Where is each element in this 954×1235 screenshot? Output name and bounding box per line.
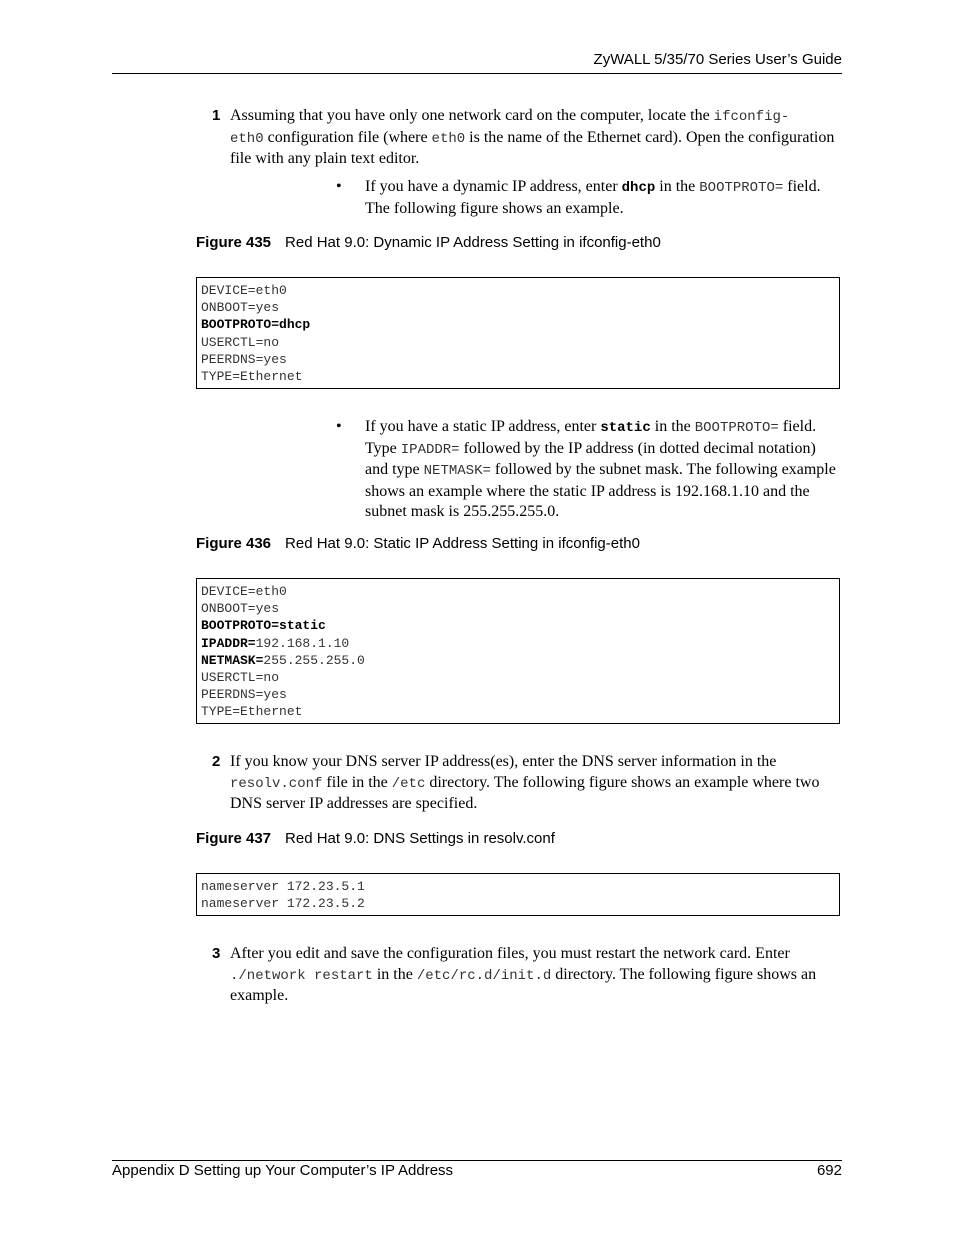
code-line: BOOTPROTO=static xyxy=(201,618,326,634)
bullet-dot: • xyxy=(336,418,342,435)
step-number: 2 xyxy=(212,753,221,770)
code-line: DEVICE=eth0 xyxy=(201,584,287,599)
code-line: DEVICE=eth0 xyxy=(201,283,287,298)
step-text: If you know your DNS server IP address(es), enter the DNS server information in the resolv.conf file in the /etc directory. The following figure shows an example where two DNS server IP addresses are specified. xyxy=(230,753,820,812)
figure-436-code xyxy=(196,578,840,724)
bullet-static-ip xyxy=(336,417,836,523)
code-line: ONBOOT=yes xyxy=(201,601,280,617)
code-line: PEERDNS=yes xyxy=(201,687,287,703)
code-line: IPADDR=192.168.1.10 xyxy=(201,635,350,651)
code-line: NETMASK=255.255.255.0 xyxy=(201,652,365,668)
code-line: nameserver 172.23.5.2 xyxy=(201,896,365,912)
header-rule xyxy=(112,73,842,74)
step-number: 3 xyxy=(212,945,221,962)
footer-rule xyxy=(112,1160,842,1161)
step-text: After you edit and save the configuration files, you must restart the network card. Enter ./network restart in the /etc/rc.d/init.d directory. The following figure shows an example. xyxy=(230,945,817,1004)
bullet-dot: • xyxy=(336,178,342,195)
page-number: 692 xyxy=(816,1162,842,1179)
code-line: BOOTPROTO=dhcp xyxy=(201,317,311,333)
code-line: TYPE=Ethernet xyxy=(201,369,303,385)
code-line: PEERDNS=yes xyxy=(201,351,287,367)
code-line: USERCTL=no xyxy=(201,670,280,686)
bullet-text: If you have a static IP address, enter static in the BOOTPROTO= field. Type IPADDR= followed by the IP address (in dotted decimal notation) and type NETMASK= followed by the subnet mask. The following example shows an example where the static IP address is 192.168.1.10 and the subnet mask is 255.255.255.0. xyxy=(365,418,836,520)
figure-437-caption: Figure 437 Red Hat 9.0: DNS Settings in resolv.conf xyxy=(196,830,555,847)
step-2 xyxy=(212,752,842,815)
footer-section-title: Appendix D Setting up Your Computer’s IP Address xyxy=(112,1162,454,1179)
code-line: USERCTL=no xyxy=(201,334,280,350)
code-line: TYPE=Ethernet xyxy=(201,704,303,720)
bullet-text: If you have a dynamic IP address, enter dhcp in the BOOTPROTO= field. The following figure shows an example. xyxy=(365,178,821,217)
code-line: ONBOOT=yes xyxy=(201,300,280,316)
code-line: nameserver 172.23.5.1 xyxy=(201,879,365,894)
step-1 xyxy=(212,106,842,170)
bullet-dynamic-ip xyxy=(336,177,836,219)
figure-437-code xyxy=(196,873,840,916)
step-3 xyxy=(212,944,842,1007)
figure-435-code xyxy=(196,277,840,389)
step-number: 1 xyxy=(212,107,221,124)
header-title: ZyWALL 5/35/70 Series User’s Guide xyxy=(593,51,842,68)
figure-436-caption: Figure 436 Red Hat 9.0: Static IP Address Setting in ifconfig-eth0 xyxy=(196,535,640,552)
step-text: Assuming that you have only one network card on the computer, locate the ifconfig- eth0 configuration file (where eth0 is the name of the Ethernet card). Open the configuration file with any plain text editor. xyxy=(230,107,835,167)
figure-435-caption: Figure 435 Red Hat 9.0: Dynamic IP Address Setting in ifconfig-eth0 xyxy=(196,234,661,251)
